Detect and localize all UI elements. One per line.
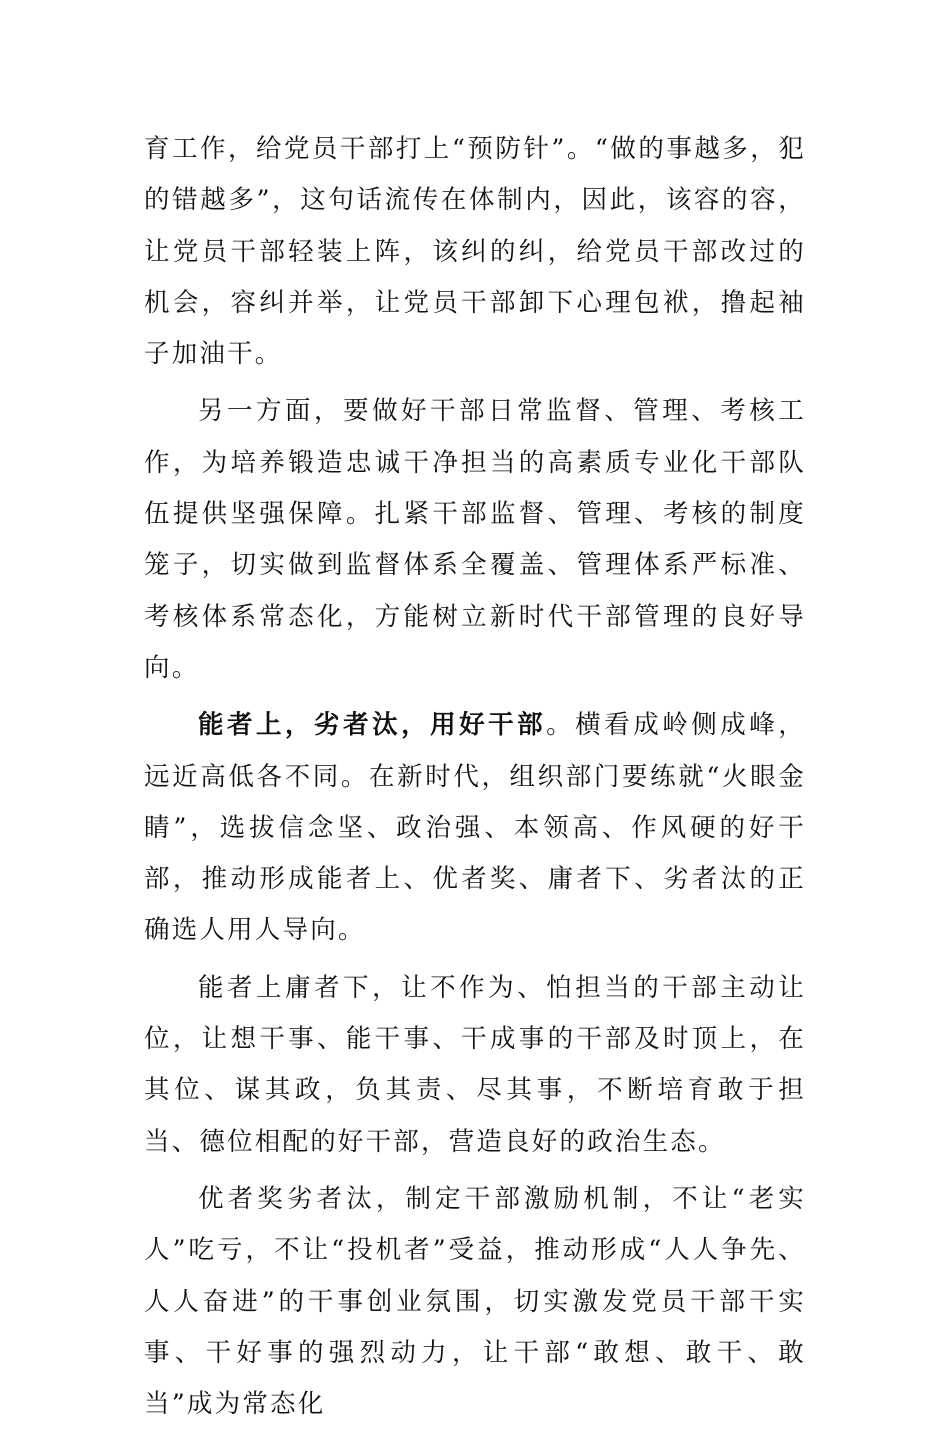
paragraph-5 [144,1174,806,1430]
paragraph-4 [144,963,806,1168]
paragraph-3-heading: 能者上，劣者汰，用好干部 [198,710,547,741]
paragraph-1-text: 育工作，给党员干部打上“预防针”。“做的事越多，犯的错越多”，这句话流传在体制内，因此，该容的容，让党员干部轻装上阵，该纠的纠，给党员干部改过的机会，容纠并举，让党员干部卸下心理包袱，撸起袖子加油干。 [144,134,806,370]
document-body [144,124,806,1436]
paragraph-3 [144,700,806,956]
paragraph-5-text: 优者奖劣者汰，制定干部激励机制，不让“老实人”吃亏，不让“投机者”受益，推动形成“人人争先、人人奋进”的干事创业氛围，切实激发党员干部干实事、干好事的强烈动力，让干部“敢想、敢干、敢当”成为常态化 [144,1183,806,1420]
paragraph-2-text: 另一方面，要做好干部日常监督、管理、考核工作，为培养锻造忠诚干净担当的高素质专业化干部队伍提供坚强保障。扎紧干部监督、管理、考核的制度笼子，切实做到监督体系全覆盖、管理体系严标准、考核体系常态化，方能树立新时代干部管理的良好导向。 [144,396,806,683]
paragraph-3-text: 。横看成岭侧成峰，远近高低各不同。在新时代，组织部门要练就“火眼金睛”，选拔信念坚、政治强、本领高、作风硬的好干部，推动形成能者上、优者奖、庸者下、劣者汰的正确选人用人导向。 [144,710,806,946]
paragraph-4-text: 能者上庸者下，让不作为、怕担当的干部主动让位，让想干事、能干事、干成事的干部及时顶上，在其位、谋其政，负其责、尽其事，不断培育敢于担当、德位相配的好干部，营造良好的政治生态。 [144,972,806,1157]
paragraph-1 [144,124,806,380]
paragraph-2 [144,386,806,694]
